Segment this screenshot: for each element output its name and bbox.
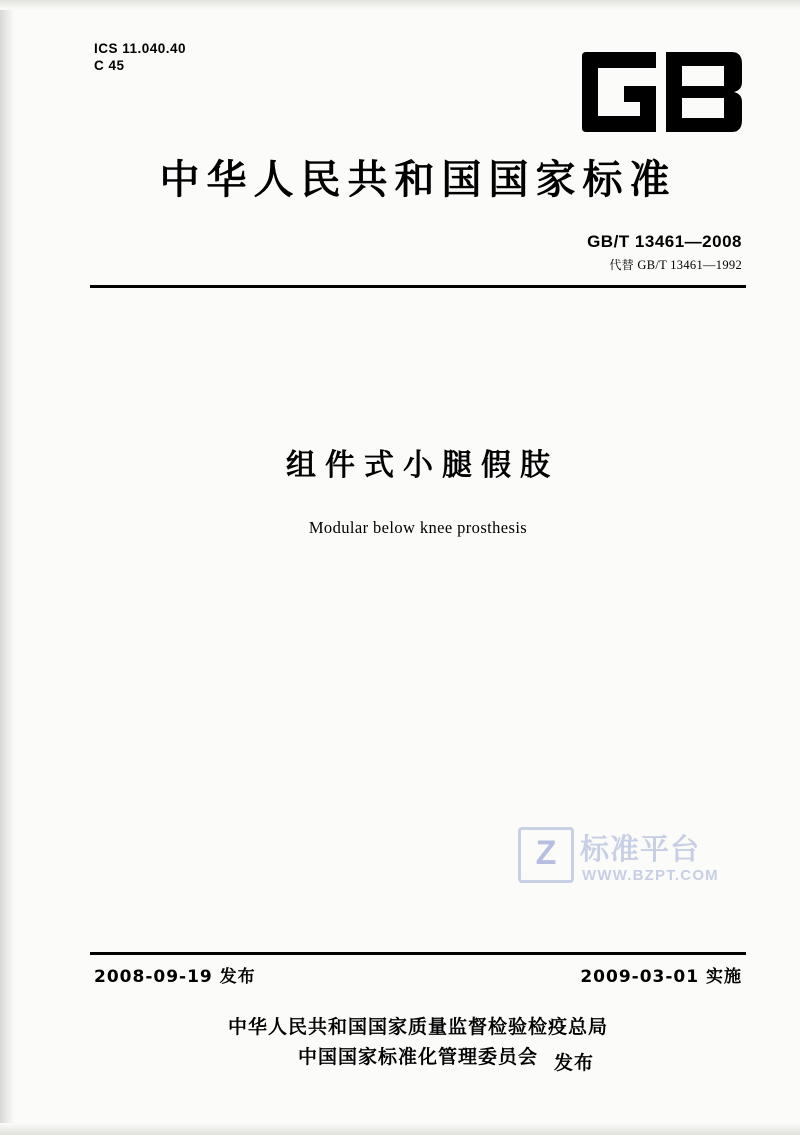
publisher-line-2-wrap: [297, 1042, 595, 1074]
publisher-block: [88, 1012, 748, 1072]
ccs-code: C 45: [94, 58, 125, 73]
publisher-issue-label: 发布: [554, 1052, 595, 1074]
implementation-date: 2009-03-01 实施: [580, 967, 742, 987]
divider-top: [90, 285, 746, 288]
watermark-logo-icon: Z: [518, 827, 574, 883]
page-content: [88, 0, 748, 1135]
gb-logo-icon: [582, 52, 742, 132]
replaced-standard: [609, 256, 742, 273]
ics-classification: [94, 40, 186, 74]
page-title: 中华人民共和国国家标准: [159, 157, 677, 203]
document-title-chinese: 组件式小腿假肢: [286, 448, 559, 483]
replaced-number: GB/T 13461—1992: [637, 258, 742, 272]
publisher-line-1: 中华人民共和国国家质量监督检验检疫总局: [227, 1016, 608, 1038]
standard-number: GB/T 13461—2008: [587, 232, 742, 251]
replaced-prefix: 代替: [609, 258, 634, 272]
issue-date: 2008-09-19 发布: [94, 967, 256, 987]
page-edge-shadow-left: [0, 0, 14, 1135]
document-title-english: Modular below knee prosthesis: [308, 518, 528, 537]
watermark-url: WWW.BZPT.COM: [582, 867, 719, 884]
publisher-line-2: 中国国家标准化管理委员会: [297, 1046, 538, 1068]
ics-code: ICS 11.040.40: [94, 41, 187, 56]
watermark: [518, 825, 778, 895]
divider-bottom: [90, 952, 746, 955]
watermark-text: 标准平台: [580, 832, 701, 866]
